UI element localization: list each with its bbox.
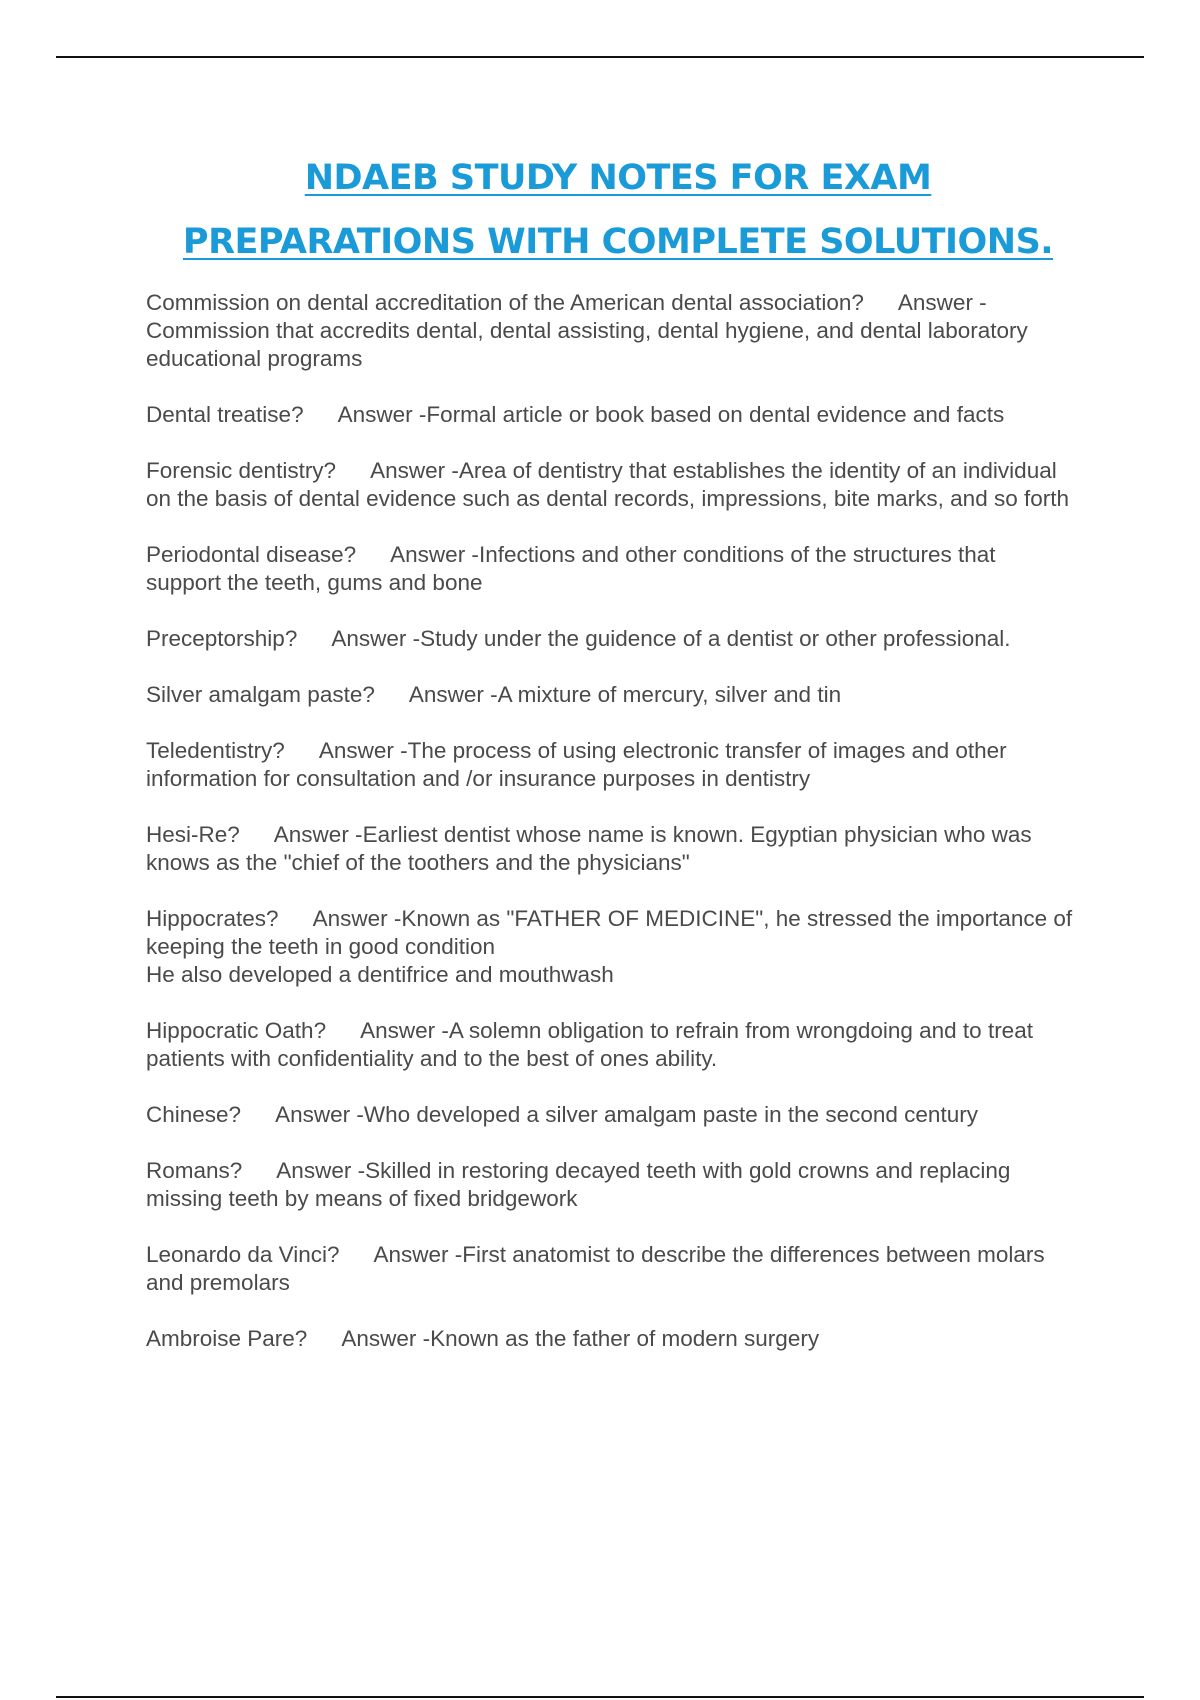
question-text: Silver amalgam paste? (146, 682, 375, 707)
answer-prefix: Answer - (408, 682, 498, 707)
answer-prefix: Answer - (360, 1018, 449, 1043)
answer-prefix: Answer - (273, 822, 363, 847)
qa-entry (146, 401, 1076, 429)
answer-text: Study under the guidence of a dentist or other professional. (420, 626, 1011, 651)
answer-prefix: Answer - (341, 1326, 431, 1351)
answer-text: The process of using electronic transfer of images and other information for consultation and /or insurance purposes in dentistry (146, 738, 1007, 791)
qa-entry (146, 681, 1076, 709)
qa-entry (146, 737, 1076, 793)
question-text: Ambroise Pare? (146, 1326, 308, 1351)
qa-entry (146, 1325, 1076, 1353)
answer-prefix: Answer - (337, 402, 427, 427)
answer-prefix: Answer - (370, 458, 459, 483)
answer-prefix: Answer - (275, 1102, 364, 1127)
question-text: Dental treatise? (146, 402, 304, 427)
question-text: Chinese? (146, 1102, 242, 1127)
answer-prefix: Answer - (331, 626, 421, 651)
question-text: Leonardo da Vinci? (146, 1242, 340, 1267)
qa-entry (146, 821, 1076, 877)
answer-prefix: Answer - (373, 1242, 463, 1267)
question-text: Forensic dentistry? (146, 458, 337, 483)
answer-prefix: Answer - (390, 542, 479, 567)
qa-entry (146, 1101, 1076, 1129)
answer-prefix: Answer - (312, 906, 402, 931)
answer-extra-line: He also developed a dentifrice and mouthwash (146, 962, 614, 987)
answer-text: A mixture of mercury, silver and tin (497, 682, 842, 707)
answer-text: Infections and other conditions of the structures that support the teeth, gums and bone (146, 542, 996, 595)
qa-list (146, 289, 1076, 1381)
answer-text: Known as the father of modern surgery (430, 1326, 820, 1351)
title-line-2: PREPARATIONS WITH COMPLETE SOLUTIONS. (182, 222, 1054, 262)
qa-entry (146, 1017, 1076, 1073)
question-text: Hippocrates? (146, 906, 279, 931)
bottom-rule (56, 1696, 1144, 1698)
answer-text: First anatomist to describe the differences between molars and premolars (146, 1242, 1045, 1295)
qa-entry (146, 541, 1076, 597)
qa-entry (146, 1157, 1076, 1213)
question-text: Commission on dental accreditation of the American dental association? (146, 290, 864, 315)
qa-entry (146, 905, 1076, 989)
answer-text: Commission that accredits dental, dental assisting, dental hygiene, and dental laboratory educational programs (146, 318, 1028, 371)
answer-text: A solemn obligation to refrain from wrongdoing and to treat patients with confidentiality and to the best of ones ability. (146, 1018, 1033, 1071)
answer-text: Skilled in restoring decayed teeth with gold crowns and replacing missing teeth by means of fixed bridgework (146, 1158, 1011, 1211)
document-title (0, 146, 1200, 274)
answer-text: Formal article or book based on dental evidence and facts (426, 402, 1005, 427)
answer-text: Area of dentistry that establishes the identity of an individual on the basis of dental evidence such as dental records, impressions, bite marks, and so forth (146, 458, 1069, 511)
qa-entry (146, 289, 1076, 373)
question-text: Teledentistry? (146, 738, 285, 763)
question-text: Romans? (146, 1158, 243, 1183)
title-line-1: NDAEB STUDY NOTES FOR EXAM (304, 158, 932, 198)
qa-entry (146, 1241, 1076, 1297)
answer-prefix: Answer - (897, 290, 987, 315)
answer-prefix: Answer - (276, 1158, 366, 1183)
question-text: Hippocratic Oath? (146, 1018, 327, 1043)
qa-entry (146, 457, 1076, 513)
question-text: Preceptorship? (146, 626, 298, 651)
qa-entry (146, 625, 1076, 653)
top-rule (56, 56, 1144, 58)
answer-prefix: Answer - (318, 738, 408, 763)
answer-text: Who developed a silver amalgam paste in the second century (363, 1102, 978, 1127)
answer-text: Earliest dentist whose name is known. Egyptian physician who was knows as the "chief of the toothers and the physicians" (146, 822, 1032, 875)
question-text: Hesi-Re? (146, 822, 240, 847)
question-text: Periodontal disease? (146, 542, 357, 567)
answer-text: Known as "FATHER OF MEDICINE", he stressed the importance of keeping the teeth in good condition (146, 906, 1073, 959)
